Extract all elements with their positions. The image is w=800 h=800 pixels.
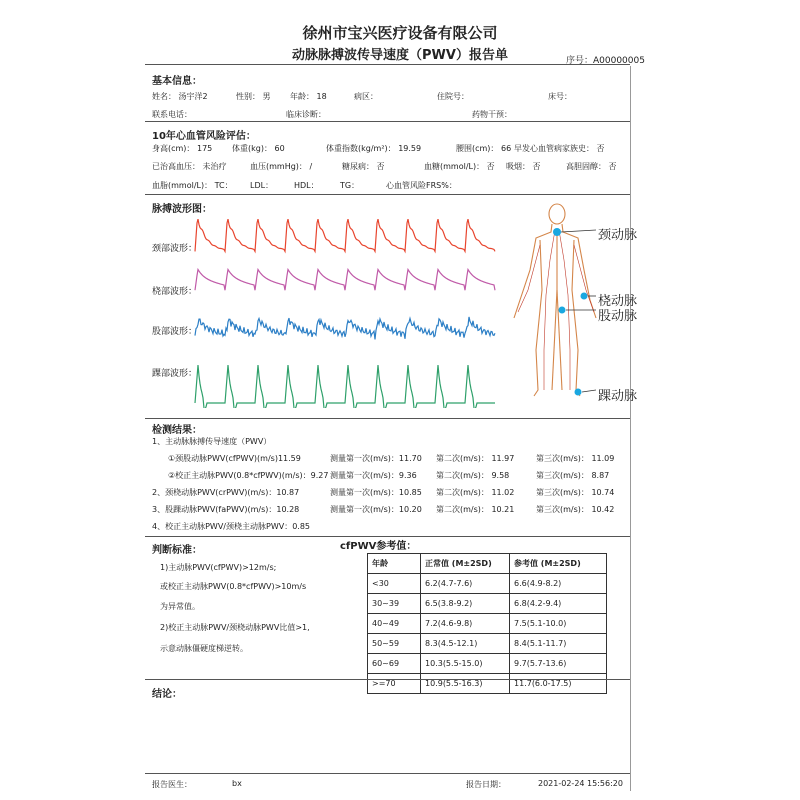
right-border xyxy=(630,66,631,791)
ref-cell: 9.7(5.7-13.6) xyxy=(510,654,607,674)
report-title: 动脉脉搏波传导速度（PWV）报告单 xyxy=(292,48,508,63)
table-row xyxy=(368,634,607,654)
ref-table-title: cfPWV参考值： xyxy=(340,541,417,552)
ref-cell: 7.2(4.6-9.8) xyxy=(421,614,510,634)
ref-cell: 40~49 xyxy=(368,614,421,634)
criteria-line-1: 1)主动脉PWV(cfPWV)>12m/s; xyxy=(160,563,277,572)
ref-header-normal: 正常值 (M±2SD) xyxy=(421,554,510,574)
ward: 病区： xyxy=(354,92,378,101)
ref-cell: 6.5(3.8-9.2) xyxy=(421,594,510,614)
family-history: 早发心血管病家族史： 否 xyxy=(514,144,605,153)
table-row xyxy=(368,594,607,614)
doctor-name: bx xyxy=(232,779,242,788)
crpwv-m3: 第三次(m/s)： 10.74 xyxy=(536,488,615,497)
high-cholesterol: 高胆固醇： 否 xyxy=(566,162,617,171)
waist: 腰围(cm)： 66 xyxy=(456,144,512,153)
radial-label: 桡动脉 xyxy=(598,294,638,309)
frs: 心血管风险FRS%： xyxy=(386,181,457,190)
table-row xyxy=(368,574,607,594)
radial-point-icon xyxy=(581,293,588,300)
patient-name: 姓名： 汤宇洋2 xyxy=(152,92,208,101)
hdl: HDL： xyxy=(294,181,319,190)
ref-header-age: 年龄 xyxy=(368,554,421,574)
divider xyxy=(145,679,630,680)
divider xyxy=(145,773,630,774)
divider xyxy=(145,64,630,65)
femoral-point-icon xyxy=(559,307,566,314)
ldl: LDL： xyxy=(250,181,274,190)
ref-cell: 7.5(5.1-10.0) xyxy=(510,614,607,634)
patient-sex: 性别： 男 xyxy=(236,92,271,101)
ref-cell: 8.3(4.5-12.1) xyxy=(421,634,510,654)
serial-number: 序号：A00000005 xyxy=(566,56,645,66)
ankle-waveform xyxy=(195,365,495,408)
ref-cell: >=70 xyxy=(368,674,421,694)
smoking: 吸烟： 否 xyxy=(506,162,541,171)
pwv-ratio: 4、校正主动脉PWV/颈桡主动脉PWV：0.85 xyxy=(152,522,311,531)
ref-cell: 60~69 xyxy=(368,654,421,674)
result-1-title: 1、主动脉脉搏传导速度（PWV） xyxy=(152,437,272,446)
date-label: 报告日期： xyxy=(466,780,506,789)
crpwv-m1: 测量第一次(m/s)：10.85 xyxy=(330,488,422,497)
conclusion-label: 结论： xyxy=(152,689,182,700)
bmi: 体重指数(kg/m²)： 19.59 xyxy=(326,144,422,153)
ref-header-reference: 参考值 (M±2SD) xyxy=(510,554,607,574)
waveform-title: 脉搏波形图： xyxy=(152,204,212,215)
patient-age: 年龄： 18 xyxy=(290,92,327,101)
ref-cell: 11.7(6.0-17.5) xyxy=(510,674,607,694)
criteria-line-3: 为异常值。 xyxy=(160,602,200,611)
company-name: 徐州市宝兴医疗设备有限公司 xyxy=(302,24,498,42)
ref-cell: 30~39 xyxy=(368,594,421,614)
neck-waveform xyxy=(195,219,495,251)
hypertension: 已治高血压： 未治疗 xyxy=(152,162,227,171)
blood-glucose: 血糖(mmol/L)： 否 xyxy=(424,162,495,171)
cfpwv-m3: 第三次(m/s)： 11.09 xyxy=(536,454,615,463)
criteria-title: 判断标准： xyxy=(152,545,202,556)
ref-cell: 6.8(4.2-9.4) xyxy=(510,594,607,614)
table-row xyxy=(368,674,607,694)
basic-info-title: 基本信息： xyxy=(152,76,202,87)
bed-number: 床号： xyxy=(548,92,572,101)
radial-wave-label: 桡部波形： xyxy=(152,287,198,297)
cfpwv: ①颈股动脉PWV(cfPWV)(m/s)11.59 xyxy=(168,454,301,463)
carotid-point-icon xyxy=(553,228,561,236)
crpwv-m2: 第二次(m/s)： 11.02 xyxy=(436,488,515,497)
crpwv: 2、颈桡动脉PWV(crPWV)(m/s)：10.87 xyxy=(152,488,300,497)
table-row xyxy=(368,614,607,634)
admission-number: 住院号： xyxy=(437,92,469,101)
neck-wave-label: 颈部波形： xyxy=(152,244,198,254)
fapwv: 3、股踝动脉PWV(faPWV)(m/s)：10.28 xyxy=(152,505,300,514)
corrected-pwv-m3: 第三次(m/s)： 8.87 xyxy=(536,471,610,480)
height: 身高(cm)： 175 xyxy=(152,144,213,153)
reference-table xyxy=(367,553,607,694)
femoral-label: 股动脉 xyxy=(598,309,638,324)
fapwv-m2: 第二次(m/s)： 10.21 xyxy=(436,505,515,514)
fapwv-m1: 测量第一次(m/s)：10.20 xyxy=(330,505,422,514)
divider xyxy=(145,121,630,122)
criteria-line-5: 示意动脉僵硬度梯逆转。 xyxy=(160,644,248,653)
ref-cell: <30 xyxy=(368,574,421,594)
table-row xyxy=(368,654,607,674)
criteria-line-4: 2)校正主动脉PWV/颈桡动脉PWV比值>1, xyxy=(160,623,310,632)
ankle-wave-label: 踝部波形： xyxy=(152,369,198,379)
corrected-pwv-m2: 第二次(m/s)： 9.58 xyxy=(436,471,510,480)
ref-cell: 8.4(5.1-11.7) xyxy=(510,634,607,654)
ref-cell: 50~59 xyxy=(368,634,421,654)
waveform-chart xyxy=(193,208,498,408)
fapwv-m3: 第三次(m/s)： 10.42 xyxy=(536,505,615,514)
risk-title: 10年心血管风险评估： xyxy=(152,131,256,142)
criteria-line-2: 或校正主动脉PWV(0.8*cfPWV)>10m/s xyxy=(160,582,307,591)
weight: 体重(kg)： 60 xyxy=(232,144,285,153)
blood-pressure: 血压(mmHg)： / xyxy=(250,162,313,171)
results-title: 检测结果： xyxy=(152,425,202,436)
corrected-pwv-m1: 测量第一次(m/s)：9.36 xyxy=(330,471,417,480)
radial-waveform xyxy=(195,270,495,291)
carotid-label: 颈动脉 xyxy=(598,228,638,243)
femoral-wave-label: 股部波形： xyxy=(152,327,198,337)
ref-cell: 10.3(5.5-15.0) xyxy=(421,654,510,674)
ankle-label: 踝动脉 xyxy=(598,389,638,404)
diagnosis: 临床诊断： xyxy=(286,110,326,119)
diabetes: 糖尿病： 否 xyxy=(342,162,385,171)
lipid-tc: 血脂(mmol/L)： TC： xyxy=(152,181,233,190)
femoral-waveform xyxy=(195,317,495,340)
drug-intervention: 药物干预： xyxy=(472,110,512,119)
tg: TG： xyxy=(340,181,360,190)
doctor-label: 报告医生： xyxy=(152,780,192,789)
ref-cell: 10.9(5.5-16.3) xyxy=(421,674,510,694)
cfpwv-m1: 测量第一次(m/s)：11.70 xyxy=(330,454,422,463)
cfpwv-m2: 第二次(m/s)： 11.97 xyxy=(436,454,515,463)
phone: 联系电话： xyxy=(152,110,192,119)
ref-cell: 6.6(4.9-8.2) xyxy=(510,574,607,594)
ankle-point-icon xyxy=(575,389,582,396)
report-date: 2021-02-24 15:56:20 xyxy=(538,779,623,788)
corrected-pwv: ②校正主动脉PWV(0.8*cfPWV)(m/s)：9.27 xyxy=(168,471,329,480)
ref-cell: 6.2(4.7-7.6) xyxy=(421,574,510,594)
divider xyxy=(145,194,630,195)
divider xyxy=(145,418,630,419)
